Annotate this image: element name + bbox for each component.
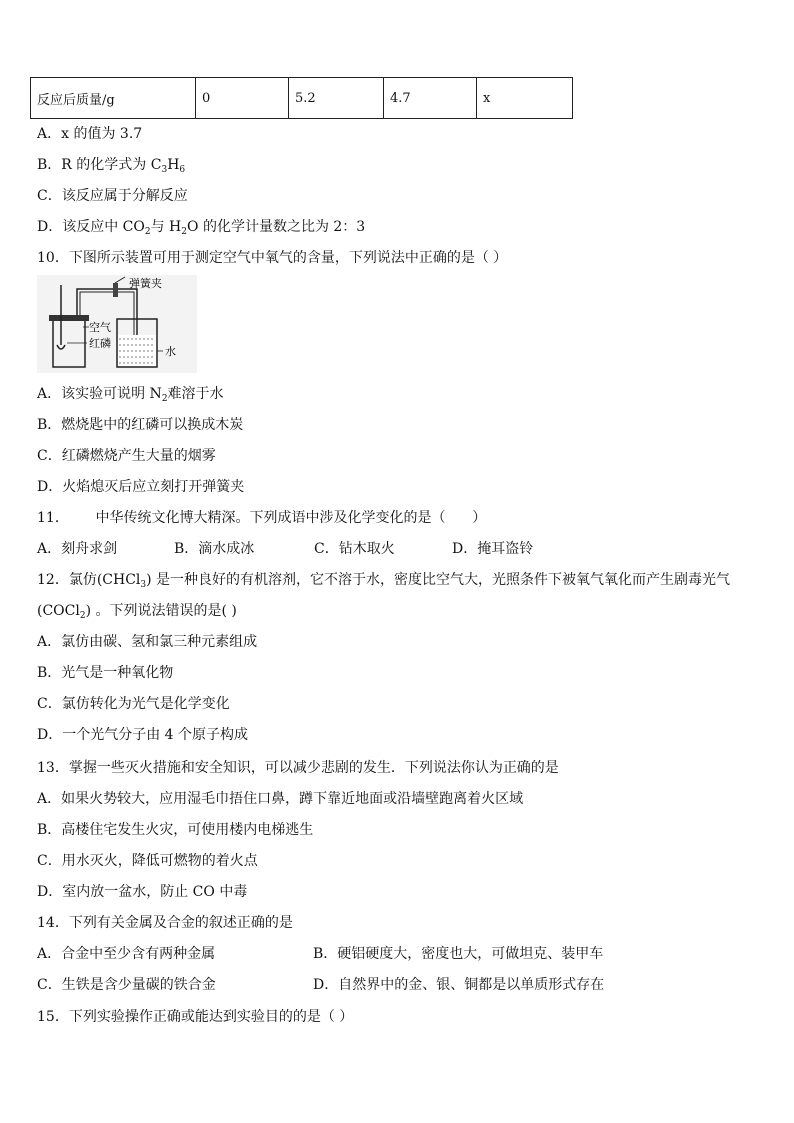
q13-option-a: A．如果火势较大，应用湿毛巾捂住口鼻，蹲下靠近地面或沿墙壁跑离着火区域 [37, 791, 524, 807]
q13-stem: 13．掌握一些灭火措施和安全知识，可以减少悲剧的发生．下列说法你认为正确的是 [37, 760, 559, 776]
q12-option-a: A．氯仿由碳、氢和氯三种元素组成 [37, 634, 258, 650]
q9-option-d [37, 217, 365, 242]
table-row [31, 78, 573, 119]
q9-b-text: H [167, 157, 180, 173]
q12-option-d: D．一个光气分子由 4 个原子构成 [37, 727, 249, 743]
q12-stem-text: ) 是一种良好的有机溶剂，它不溶于水，密度比空气大，光照条件下被氧气氧化而产生剧毒光气 [146, 572, 731, 588]
q9-b-text: B．R 的化学式为 C [37, 157, 162, 173]
q11-option-d: D．掩耳盗铃 [452, 541, 534, 557]
table-cell: x [477, 78, 573, 119]
q12-stem-text: 12．氯仿(CHCl [37, 572, 141, 588]
q9-d-text: 与 H [150, 219, 182, 235]
q12-stem-text: ) 。下列说法错误的是( ) [85, 603, 237, 619]
q11-option-a: A．刻舟求剑 [37, 541, 118, 557]
q13-option-c: C．用水灭火，降低可燃物的着火点 [37, 853, 258, 869]
q10-option-b: B．燃烧匙中的红磷可以换成木炭 [37, 417, 244, 433]
q10-option-a [37, 384, 224, 409]
q11-option-c: C．钻木取火 [314, 541, 395, 557]
q10-option-c: C．红磷燃烧产生大量的烟雾 [37, 448, 216, 464]
table-cell: 0 [196, 78, 289, 119]
subscript: 2 [181, 227, 188, 237]
q14-option-b: B．硬铝硬度大，密度也大，可做坦克、装甲车 [313, 946, 604, 962]
subscript: 3 [140, 580, 147, 590]
apparatus-figure [37, 275, 197, 373]
q14-stem: 14．下列有关金属及合金的叙述正确的是 [37, 915, 293, 931]
q10-stem: 10．下图所示装置可用于测定空气中氧气的含量，下列说法中正确的是（ ） [37, 250, 508, 266]
subscript: 2 [161, 394, 168, 404]
subscript: 3 [161, 165, 168, 175]
q15-stem: 15．下列实验操作正确或能达到实验目的的是（ ） [37, 1009, 354, 1025]
q13-option-d: D．室内放一盆水，防止 CO 中毒 [37, 884, 248, 900]
subscript: 6 [179, 165, 186, 175]
q12-stem-line1 [37, 570, 730, 595]
label-clip: 弹簧夹 [129, 277, 162, 290]
q14-option-c: C．生铁是含少量碳的铁合金 [37, 977, 216, 993]
q13-option-b: B．高楼住宅发生火灾，可使用楼内电梯逃生 [37, 822, 314, 838]
label-air: 空气 [89, 321, 111, 334]
table-cell: 4.7 [384, 78, 477, 119]
q10-option-d: D．火焰熄灭后应立刻打开弹簧夹 [37, 479, 245, 495]
q10-a-text: 难溶于水 [167, 386, 224, 402]
q9-option-a: A．x 的值为 3.7 [37, 126, 143, 142]
q9-option-c: C．该反应属于分解反应 [37, 188, 188, 204]
q11-stem: 11． 中华传统文化博大精深。下列成语中涉及化学变化的是（ ） [37, 510, 487, 526]
q12-stem-line2 [37, 601, 237, 626]
q12-option-b: B．光气是一种氧化物 [37, 665, 174, 681]
q14-option-a: A．合金中至少含有两种金属 [37, 946, 216, 962]
label-phosphorus: 红磷 [89, 337, 111, 350]
table-cell-label: 反应后质量/g [31, 78, 196, 119]
subscript: 2 [79, 611, 86, 621]
q14-option-d: D．自然界中的金、银、铜都是以单质形式存在 [313, 977, 605, 993]
q12-option-c: C．氯仿转化为光气是化学变化 [37, 696, 230, 712]
apparatus-diagram [37, 275, 197, 373]
table-cell: 5.2 [289, 78, 384, 119]
q12-stem-text: (COCl [37, 603, 80, 619]
subscript: 2 [144, 227, 151, 237]
q11-option-b: B．滴水成冰 [174, 541, 255, 557]
q11-options [37, 539, 737, 559]
q9-d-text: O 的化学计量数之比为 2：3 [187, 219, 366, 235]
q9-option-b [37, 155, 185, 180]
q9-d-text: D．该反应中 CO [37, 219, 145, 235]
q14-options-row1 [37, 944, 757, 964]
q14-options-row2 [37, 975, 757, 995]
mass-table [30, 77, 573, 119]
label-water: 水 [165, 345, 176, 358]
q10-a-text: A．该实验可说明 N [37, 386, 162, 402]
